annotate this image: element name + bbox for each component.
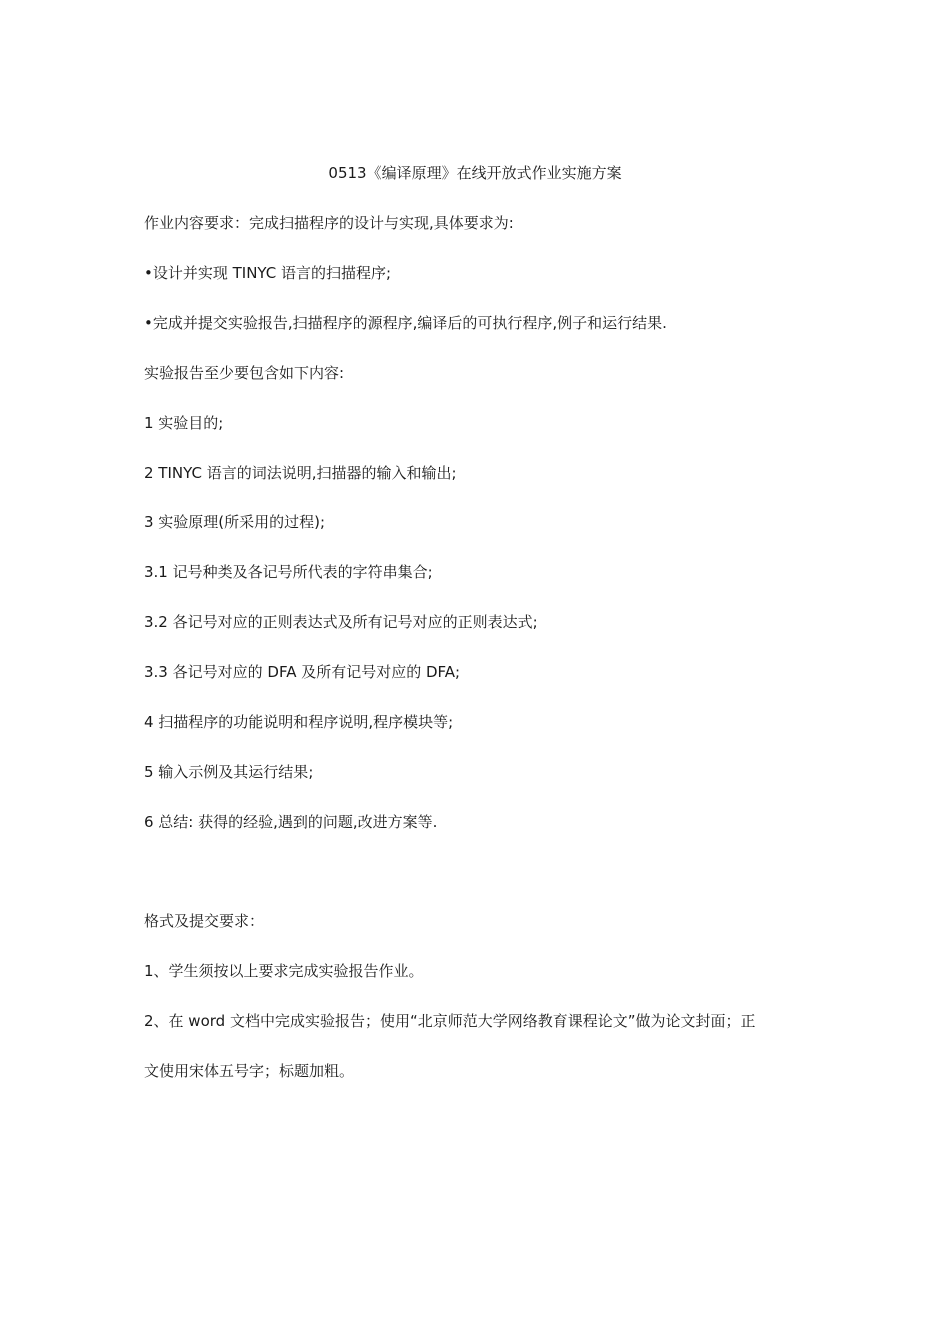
report-item: 1 实验目的; xyxy=(144,414,224,432)
format-item: 文使用宋体五号字；标题加粗。 xyxy=(144,1062,355,1080)
format-heading: 格式及提交要求： xyxy=(144,912,265,930)
report-intro: 实验报告至少要包含如下内容: xyxy=(144,364,345,382)
bullet-item: •完成并提交实验报告,扫描程序的源程序,编译后的可执行程序,例子和运行结果. xyxy=(144,314,667,332)
format-item: 1、学生须按以上要求完成实验报告作业。 xyxy=(144,962,424,980)
report-item: 3 实验原理(所采用的过程); xyxy=(144,513,326,531)
report-item: 4 扫描程序的功能说明和程序说明,程序模块等; xyxy=(144,713,454,731)
report-item: 6 总结: 获得的经验,遇到的问题,改进方案等. xyxy=(144,813,438,831)
report-item: 3.2 各记号对应的正则表达式及所有记号对应的正则表达式; xyxy=(144,613,538,631)
report-item: 2 TINYC 语言的词法说明,扫描器的输入和输出; xyxy=(144,464,457,482)
report-item: 3.1 记号种类及各记号所代表的字符串集合; xyxy=(144,563,433,581)
document-title: 0513《编译原理》在线开放式作业实施方案 xyxy=(328,164,622,182)
bullet-item: •设计并实现 TINYC 语言的扫描程序; xyxy=(144,264,392,282)
format-item: 2、在 word 文档中完成实验报告；使用“北京师范大学网络教育课程论文”做为论文封面；正 xyxy=(144,1012,756,1030)
report-item: 5 输入示例及其运行结果; xyxy=(144,763,314,781)
requirement-intro: 作业内容要求：完成扫描程序的设计与实现,具体要求为: xyxy=(144,214,514,232)
report-item: 3.3 各记号对应的 DFA 及所有记号对应的 DFA; xyxy=(144,663,461,681)
